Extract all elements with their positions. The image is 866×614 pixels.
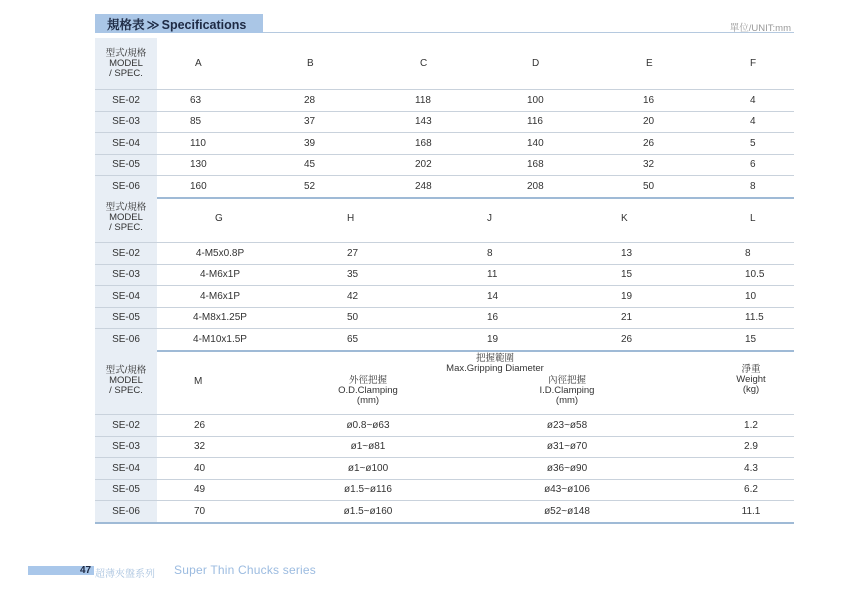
table-cell: 32 [194,441,206,453]
table-row [95,501,794,524]
column-header: L [750,212,756,224]
table-row [95,480,794,502]
column-header: F [750,58,757,69]
table-body [95,243,794,352]
table-cell: 4-M8x1.25P [193,312,247,324]
table-cell: ø1.5~ø160 [343,505,393,517]
table-cell: 11.5 [745,312,764,324]
table-cell: 32 [643,159,655,171]
column-header: J [487,212,492,224]
table-header-row [95,194,794,243]
model-header-cell: 型式/規格 MODEL / SPEC. [95,194,157,242]
table-body [95,415,794,524]
table-cell: 20 [643,116,655,128]
column-header: G [215,212,223,224]
table-row [95,458,794,480]
model-cell: SE-05 [95,480,157,501]
table-cell: 4-M5x0.8P [195,247,245,259]
column-header: B [307,58,314,69]
table-cell: 65 [347,333,359,345]
table-cell: ø36~ø90 [546,462,588,474]
table-row [95,112,794,134]
table-cell: 248 [415,180,432,192]
table-cell: 168 [415,137,432,149]
table-cell: 4-M6x1P [199,290,240,302]
model-cell: SE-06 [95,501,157,522]
section-title-en: Specifications [161,17,247,32]
table-cell: 6 [750,159,756,171]
table-cell: 50 [347,312,359,324]
table-cell: 4-M6x1P [199,269,240,281]
table-cell: 85 [190,116,202,128]
table-cell: ø1.5~ø116 [344,484,392,496]
table-cell: 70 [194,505,206,517]
table-cell: ø43~ø106 [544,484,590,496]
table-cell: 19 [621,290,633,302]
table-cell: 8 [750,180,756,192]
table-cell: 28 [304,94,316,106]
header-rule [263,32,794,33]
table-cell: 5 [750,137,756,149]
model-cell: SE-05 [95,155,157,176]
model-cell: SE-02 [95,415,157,436]
model-header-cell: 型式/規格 MODEL / SPEC. [95,348,157,414]
table-cell: 11.1 [741,505,761,517]
table-row [95,265,794,287]
table-cell: 21 [621,312,633,324]
table-cell: 26 [194,419,206,431]
model-cell: SE-02 [95,243,157,264]
spec-table-2 [95,194,794,352]
table-row [95,437,794,459]
table-row [95,415,794,437]
table-cell: 35 [347,269,359,281]
column-header: H [347,212,355,224]
table-cell: 15 [621,269,633,281]
table-cell: 1.2 [744,419,758,431]
table-body [95,90,794,199]
weight-header: 淨重 Weight (kg) [736,364,766,395]
table-cell: ø52~ø148 [544,505,590,517]
od-clamping-header: 外徑把握 O.D.Clamping (mm) [338,375,398,406]
table-row [95,286,794,308]
table-cell: 4-M10x1.5P [193,333,247,345]
table-cell: 6.2 [744,484,758,496]
table-cell: 208 [527,180,544,192]
gripping-diameter-header: 把握範圍 Max.Gripping Diameter [446,353,544,374]
column-header: C [420,58,428,69]
unit-label: 單位/UNIT:mm [729,23,791,34]
section-title-cn: 規格表 [107,17,145,32]
table-cell: 4 [750,94,756,106]
table-cell: ø1~ø100 [347,462,389,474]
table-cell: 19 [487,333,499,345]
table-cell: 100 [527,94,544,106]
column-header-m: M [194,375,203,387]
model-cell: SE-06 [95,329,157,350]
spec-table-1 [95,38,794,199]
table-cell: 202 [415,159,432,171]
table-row [95,90,794,112]
section-header [95,14,263,33]
table-cell: 63 [190,94,202,106]
table-cell: ø31~ø70 [546,441,588,453]
column-header: E [646,58,653,69]
table-cell: ø1~ø81 [350,441,386,453]
column-header: D [532,58,540,69]
model-header-cell: 型式/規格 MODEL / SPEC. [95,38,157,89]
series-name-cn: 超薄夾盤系列 [95,569,155,580]
table-header-row [95,38,794,90]
table-cell: 4.3 [744,462,758,474]
table-cell: 8 [487,247,493,259]
model-cell: SE-06 [95,176,157,197]
table-cell: 168 [527,159,544,171]
spec-table-3 [95,348,794,524]
model-cell: SE-03 [95,437,157,458]
table-cell: 14 [487,290,499,302]
table-cell: 10.5 [745,269,765,281]
series-name-en: Super Thin Chucks series [174,563,316,577]
id-clamping-header: 內徑把握 I.D.Clamping (mm) [539,375,595,406]
table-cell: 4 [750,116,756,128]
model-cell: SE-05 [95,308,157,329]
table-cell: 160 [190,180,207,192]
table-row [95,308,794,330]
section-title-separator: ≫ [146,17,160,32]
table-cell: 49 [194,484,206,496]
table-cell: 52 [304,180,316,192]
table-cell: 8 [745,247,751,259]
column-header: K [621,212,628,224]
table-cell: 40 [194,462,206,474]
table-cell: 15 [745,333,757,345]
table-cell: 27 [347,247,359,259]
model-cell: SE-04 [95,286,157,307]
table-cell: 37 [304,116,316,128]
table-cell: 140 [527,137,544,149]
table-cell: 118 [415,94,431,106]
page-number: 47 [80,565,92,576]
table-cell: 13 [621,247,633,259]
table-cell: 130 [190,159,207,171]
table-cell: 50 [643,180,655,192]
column-header: A [195,58,202,69]
model-cell: SE-03 [95,112,157,133]
table-row [95,133,794,155]
table-cell: 16 [643,94,655,106]
table-cell: 39 [304,137,316,149]
table-cell: 16 [487,312,499,324]
table-cell: 45 [304,159,316,171]
table-cell: ø0.8~ø63 [346,419,390,431]
model-cell: SE-03 [95,265,157,286]
table-cell: 116 [527,116,543,128]
section-title [95,15,246,33]
table-cell: 2.9 [744,441,758,453]
table-header-row [95,348,794,415]
table-cell: 110 [190,137,206,149]
table-row [95,243,794,265]
table-cell: 10 [745,290,757,302]
table-cell: 26 [621,333,633,345]
model-cell: SE-02 [95,90,157,111]
table-cell: ø23~ø58 [546,419,588,431]
table-cell: 11 [487,269,498,281]
model-cell: SE-04 [95,133,157,154]
table-row [95,155,794,177]
table-cell: 42 [347,290,359,302]
model-cell: SE-04 [95,458,157,479]
table-cell: 26 [643,137,655,149]
table-cell: 143 [415,116,432,128]
